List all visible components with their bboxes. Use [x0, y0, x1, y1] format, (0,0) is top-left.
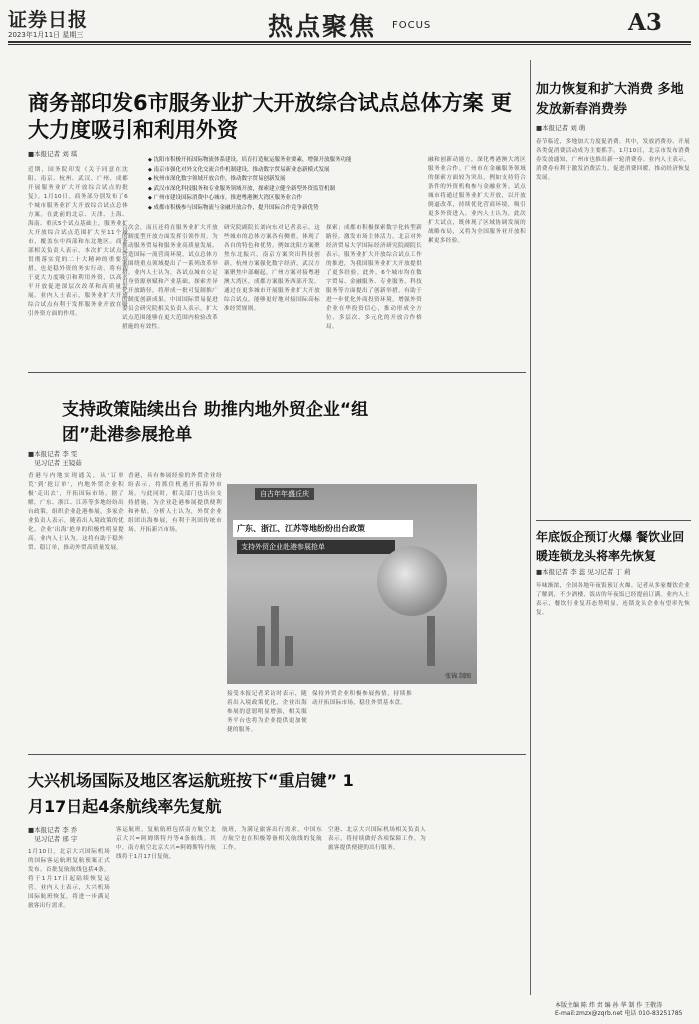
article3-byline: ■本报记者 李 乔 见习记者 邢 宇	[28, 826, 78, 844]
masthead-rule-thin	[8, 44, 691, 45]
sidebar2-byline: ■本报记者 李 蕊 见习记者 丁 莉	[536, 568, 631, 576]
sidebar-divider	[536, 520, 691, 521]
bullet-item: ◆ 杭州市深化数字领域开放合作，推动数字贸易创新发展	[148, 175, 472, 185]
illustration-credit: 张锦 制图	[445, 673, 471, 680]
footer-editors: 本版主编 陈 炜 责 编 孙 华 制 作 王敬涛	[555, 1002, 663, 1009]
article1-headline: 商务部印发6市服务业扩大开放综合试点总体方案 更大力度吸引和利用外资	[28, 91, 512, 143]
illustration-caption: 广东、浙江、江苏等地纷纷出台政策	[233, 520, 413, 537]
bullet-item: ◆ 南京市强化对外文化交流合作机制建设，推动数字贸易新业态新模式发展	[148, 166, 472, 176]
article2-column-2: 香港，具有参展经验的外贸企业纷纷表示，将抓住机遇开拓海外市场。与此同时，相关部门也出台支持措施，为企业赴港参展提供便利和补贴。分析人士认为，外贸企业组团出海参展，有利于巩固传统市场、开拓新兴市场。	[128, 473, 222, 533]
bullet-item: ◆ 广州市建设国际消费中心城市，推进粤港澳大湾区服务业合作	[148, 194, 472, 204]
sidebar1-body: 春节临近，多地加大力度促消费。其中，发放消费券、开展各类促消费活动成为主要抓手。1月10日，北京市发布消费券发放通知，广州市也推出新一轮消费券。业内人士表示，消费券有利于激发消费活力，促进消费回暖，推动经济恢复发展。	[536, 139, 690, 181]
article2-column-1: 香港与内地实现通关，从‘订单荒’到‘抢订单’，内地外贸企业积极‘走出去’，开拓国际市场。据了解，广东、浙江、江苏等多地纷纷出台政策，组织企业赴港参展。多家企业负责人表示，随着出入境政策的优化，企业‘出海’抢单的积极性明显提高。业内人士认为，这将有助于稳外贸、稳订单，推动外贸高质量发展。	[28, 473, 124, 551]
page-footer	[555, 1002, 695, 1018]
illustration-subcaption: 支持外贸企业赴港参展抢单	[237, 540, 395, 554]
newspaper-logo: 证券日报	[8, 9, 89, 31]
article1-column-3: 研究院副院长刘向东对记者表示，这些城市的总体方案各有侧重，体现了各自的特色和优势。例如沈阳方案聚焦东北振兴，南京方案突出科技创新，杭州方案强化数字经济，武汉方案聚焦中部崛起，广州方案对接粤港澳大湾区，成都方案服务西部开发。通过在更多城市开展服务业扩大开放综合试点，能够更好地对接国际高标准经贸规则。	[224, 225, 320, 312]
illustration-tag: 自古年年盛丘庆	[255, 488, 314, 500]
sidebar1-headline: 加力恢复和扩大消费 多地发放新春消费券	[536, 82, 684, 118]
city-bar-graphic	[257, 626, 265, 666]
article3-column-3: 航班，为满足旅客出行需求，中国东方航空也在积极筹备相关航线的复航工作。	[222, 827, 322, 851]
section-title-en: FOCUS	[392, 20, 432, 31]
city-bar-graphic	[271, 606, 279, 666]
article1-column-1: 近期，国务院印发《关于同意在沈阳、南京、杭州、武汉、广州、成都开展服务业扩大开放综合试点的批复》。1月10日，商务部分别发布了6个城市服务业扩大开放综合试点总体方案。在此前的北京、天津、上海、海南、重庆5个试点基础上，服务业扩大开放综合试点范围扩大至11个城市，覆盖东中西部和东北地区。商务部相关负责人表示，本次扩大试点是贯彻落实党的二十大精神的重要举措，也是稳外资的务实行动，将有利于更大力度吸引和利用外资，以高水平开放促进深层次改革和高质量发展。业内人士表示，服务业扩大开放综合试点有利于发挥服务业开放在吸引外资方面的作用。	[28, 167, 128, 317]
page-number: A3	[628, 9, 662, 36]
bullet-item: ◆ 成都市积极参与国际物流与金融开放合作，提升国际合作竞争新优势	[148, 204, 472, 214]
sidebar1-byline: ■本报记者 刘 萌	[536, 124, 586, 132]
column-divider	[530, 60, 531, 995]
article2-illustration	[227, 484, 477, 684]
footer-contact: E-mail:zmzx@zqrb.net 电话 010-83251785	[555, 1010, 683, 1018]
section-title: 热点聚焦	[268, 12, 377, 41]
sidebar2-headline: 年底饭企预订火爆 餐饮业回暖连锁龙头将率先恢复	[536, 530, 685, 563]
article1-column-5: 融和创新动能方，深化粤港澳大湾区服务业合作。广州市在金融服务领域的探索方面较为突出，例如支持符合条件的外资机构参与金融业务。试点城市将通过服务业扩大开放，以开放倒逼改革，持续优化营商环境，吸引更多外资进入。业内人士认为，此次扩大试点，既体现了区域协调发展的战略布局，又将为全国服务业开放积累更多经验。	[428, 157, 526, 244]
article1-column-4: 探索；成都市积极探索数字化转型新路径，激发市场主体活力。北京对外经济贸易大学国际经济研究院副院长表示，服务业扩大开放综合试点工作的推进，为我国服务业扩大开放提供了更多经验。此外，6个城市均在数字贸易、金融服务、专业服务、科技服务等方面提出了创新举措，有助于进一步优化外商投资环境，增强外资企业在华投资信心，推动形成全方位、多层次、多元化的开放合作格局。	[326, 225, 422, 330]
globe-graphic	[377, 546, 447, 616]
sidebar2-body: 年味渐浓，全国各地年夜饭预订火爆。记者从多家餐饮企业了解到，不少酒楼、饭店的年夜饭已经提前订满。业内人士表示，餐饮行业复苏态势明显，连锁龙头企业有望率先恢复。	[536, 583, 690, 616]
article-divider	[28, 754, 526, 755]
city-bar-graphic	[285, 636, 293, 666]
bullet-item: ◆ 武汉市深化科技服务和专业服务领域开放，探索建立健全新型外资监管机制	[148, 185, 472, 195]
city-bar-graphic	[427, 616, 435, 666]
bullet-item: ◆ 沈阳市积极开拓国际物流体系建设，培育打造航运服务业要素，增强开放服务功能	[148, 156, 472, 166]
article2-column-3: 接受本报记者采访时表示，随着出入境政策优化，企业出海参展的意愿明显增强，相关服务平台也将为企业提供更加便捷的服务。	[227, 691, 307, 733]
article3-column-4: 空港、北京大兴国际机场相关负责人表示，将持续做好各项保障工作，为旅客提供便捷的出行服务。	[328, 827, 426, 851]
issue-date: 2023年1月11日 星期三	[8, 31, 84, 39]
article3-headline: 大兴机场国际及地区客运航班按下“重启键” 1月17日起4条航线率先复航	[28, 771, 354, 816]
article2-byline: ■本报记者 李 雯 见习记者 王镜茹	[28, 450, 82, 468]
masthead-rule	[8, 41, 691, 43]
article2-headline: 支持政策陆续出台 助推内地外贸企业“组团”赴港参展抢单	[62, 400, 369, 445]
article1-column-2: 合次会，而且还将在服务业扩大开放的制度型开放方面发挥引领作用。为推动服务贸易和服务业高质量发展、营造国际一流营商环境，试点总体方案围绕重点领域提出了一系列改革举措。业内人士认为，各试点城市立足自身资源禀赋和产业基础，探索差异化开放路径，将形成一批可复制推广的制度创新成果。中国国际贸易促进委员会研究院相关负责人表示，扩大试点范围能够在更大范围内检验改革措施的有效性。	[122, 225, 218, 330]
article1-bullet-list	[148, 156, 472, 214]
article3-column-2: 客运航班，复航航班包括南方航空北京大兴=阿姆斯特丹等4条航线。其中，南方航空北京大兴=阿姆斯特丹航线将于1月17日复航。	[116, 827, 216, 860]
article-divider	[28, 372, 526, 373]
article2-column-4: 保持外贸企业积极参展热情，持续推动开拓国际市场，稳住外贸基本盘。	[312, 691, 412, 706]
article1-byline: ■本报记者 刘 琪	[28, 150, 78, 158]
article3-column-1: 1月10日，北京大兴国际机场的国际客运航班复航预案正式发布。首批复航航线包括4条，将于1月17日起陆续恢复运营。业内人士表示，大兴机场国际航班恢复，将进一步满足旅客出行需求。	[28, 849, 110, 909]
